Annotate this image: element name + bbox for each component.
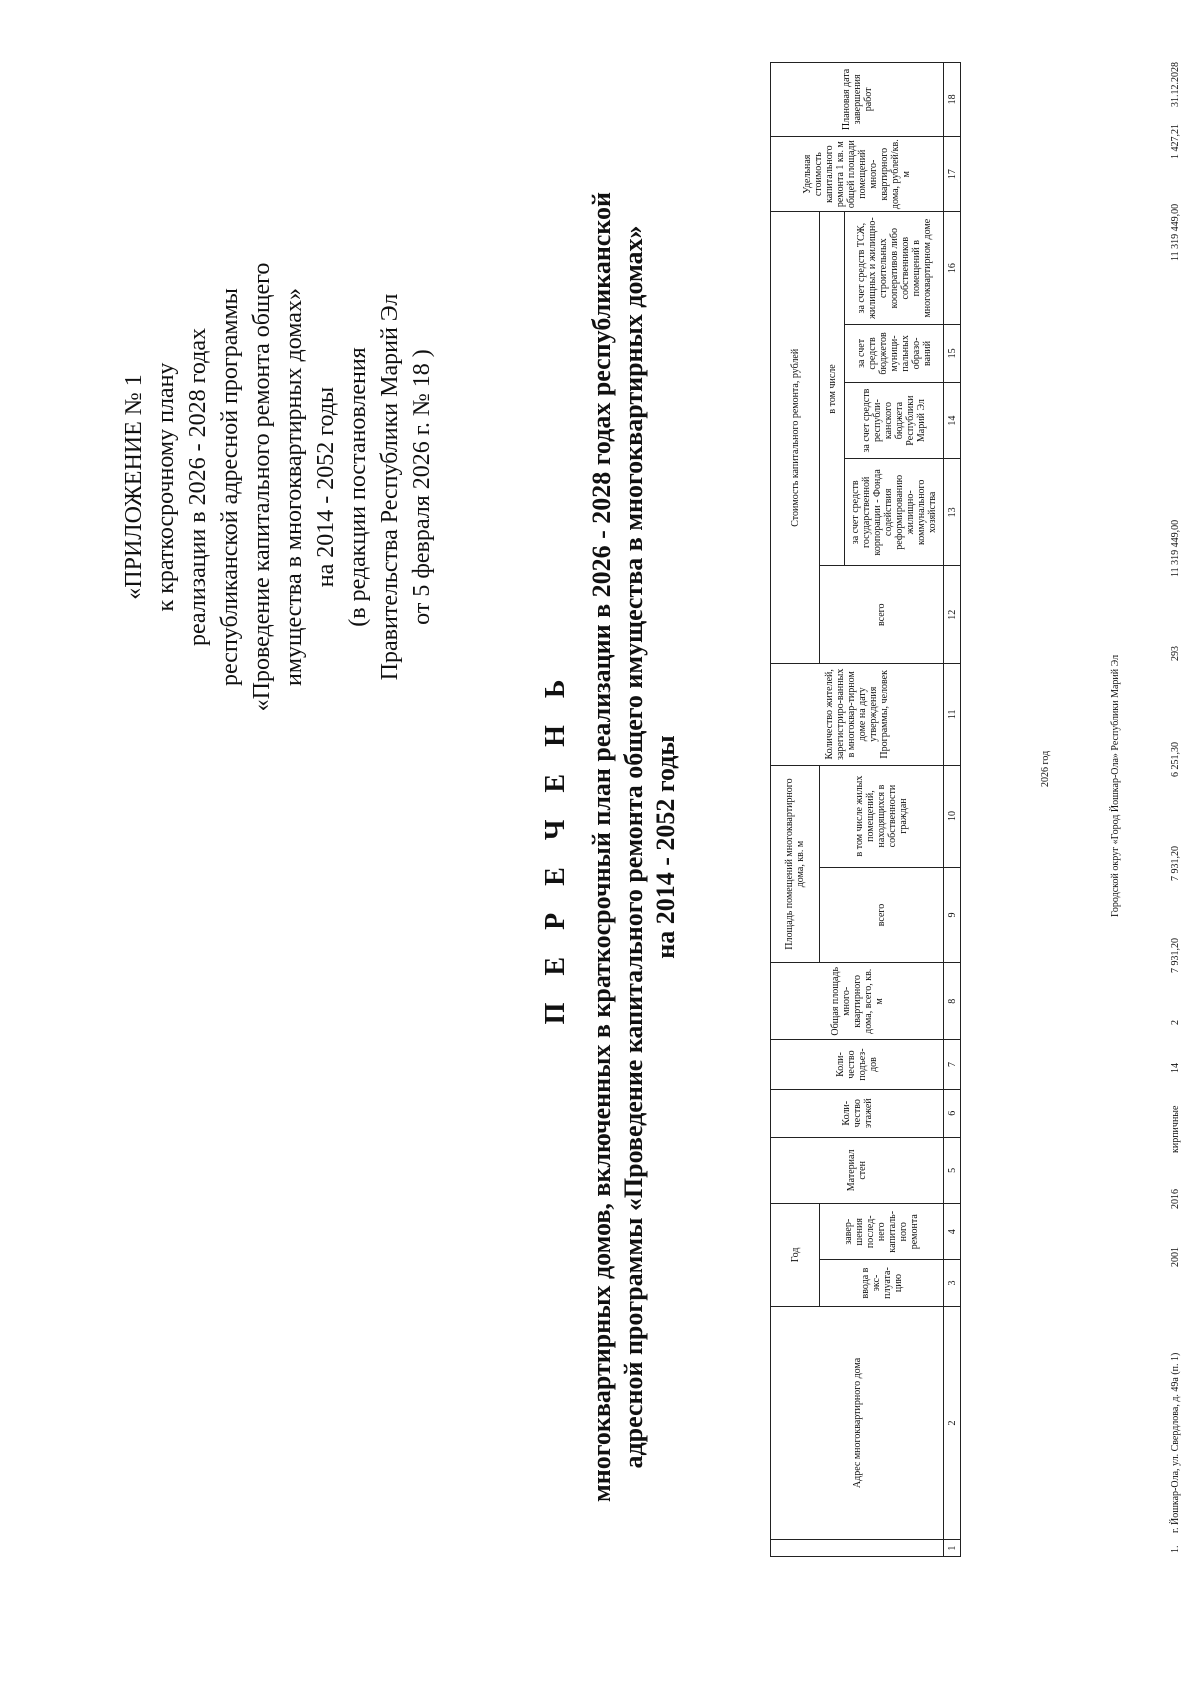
header-year: Год	[771, 1204, 820, 1307]
appendix-line: имущества в многоквартирных домах»	[281, 288, 307, 686]
row-year-commission: 2001	[1170, 1247, 1181, 1267]
row-unit-cost: 1 427,21	[1170, 124, 1181, 159]
row-premises-total: 7 931,20	[1170, 846, 1181, 881]
header-cost-owners: за счет средств ТСЖ, жилищных и жилищно-строительных кооперативов либо собственников помещений в многоквартирном доме	[845, 212, 944, 324]
header-cost: Стоимость капитального ремонта, рублей	[771, 212, 820, 664]
column-number: 13	[944, 459, 961, 566]
header-entrances: Коли-чество подъез-дов	[771, 1040, 944, 1090]
title-line: адресной программы «Проведение капитального ремонта общего имущества в многоквартирных домах»	[619, 225, 648, 1469]
header-total-area: Общая площадь много-квартирного дома, всего, кв. м	[771, 963, 944, 1040]
row-material: кирпичные	[1170, 1105, 1181, 1153]
row-premises-owned: 6 251,30	[1170, 742, 1181, 777]
row-year-last-repair: 2016	[1170, 1189, 1181, 1209]
header-year-last-repair: завер-шения послед-него капиталь-ного ремонта	[820, 1204, 944, 1260]
column-number: 18	[944, 63, 961, 137]
header-cost-municipal: за счет средств бюджетов муници-пальных образо-ваний	[845, 324, 944, 382]
header-cost-republic: за счет средств республи-канского бюджета Республики Марий Эл	[845, 382, 944, 458]
title-heading: П Е Р Е Ч Е Н Ь	[540, 669, 571, 1025]
row-address: г. Йошкар-Ола, ул. Свердлова, д. 49а (п. 1)	[1170, 1352, 1181, 1533]
column-number: 9	[944, 867, 961, 963]
appendix-line: «ПРИЛОЖЕНИЕ № 1	[121, 374, 147, 600]
appendix-line: «Проведение капитального ремонта общего	[249, 262, 275, 712]
title-line: многоквартирных домов, включенных в краткосрочный план реализации в 2026 - 2028 годах республиканской	[587, 192, 616, 1502]
row-total-area: 7 931,20	[1170, 938, 1181, 973]
column-number: 3	[944, 1260, 961, 1306]
column-number-row	[944, 63, 961, 1557]
district-label: Городской округ «Город Йошкар-Ола» Республики Марий Эл	[1110, 654, 1121, 917]
appendix-line: республиканской адресной программы	[217, 288, 243, 686]
appendix-line: (в редакции постановления	[345, 347, 371, 627]
header-end-date: Плановая дата завершения работ	[771, 63, 944, 137]
year-group-label: 2026 год	[1040, 750, 1051, 787]
header-premises-area: Площадь помещений многоквартирного дома, кв. м	[771, 765, 820, 963]
row-entrances: 2	[1170, 1020, 1181, 1025]
appendix-line: от 5 февраля 2026 г. № 18 )	[409, 349, 435, 625]
column-number: 7	[944, 1040, 961, 1090]
appendix-line: на 2014 - 2052 годы	[313, 386, 339, 588]
row-residents: 293	[1170, 646, 1181, 661]
appendix-block	[118, 177, 438, 797]
appendix-line: Правительства Республики Марий Эл	[377, 293, 403, 681]
column-number: 2	[944, 1306, 961, 1540]
column-number: 11	[944, 664, 961, 766]
column-number: 15	[944, 324, 961, 382]
row-cost-owners: 11 319 449,00	[1170, 203, 1181, 261]
header-cost-fund: за счет средств государственной корпорации - Фонда содействия реформированию жилищно-коммунального хозяйства	[845, 459, 944, 566]
title-line: на 2014 - 2052 годы	[651, 735, 680, 959]
row-number: 1.	[1170, 1545, 1181, 1553]
column-number: 1	[944, 1540, 961, 1557]
column-number: 16	[944, 212, 961, 324]
row-cost-total: 11 319 449,00	[1170, 519, 1181, 577]
column-number: 5	[944, 1137, 961, 1204]
column-number: 8	[944, 963, 961, 1040]
column-number: 6	[944, 1089, 961, 1137]
header-floors: Коли-чество этажей	[771, 1089, 944, 1137]
column-number: 17	[944, 136, 961, 212]
row-floors: 14	[1170, 1063, 1181, 1073]
header-unit-cost: Удельная стоимость капитального ремонта 1 кв. м общей площади помещений много-квартирного дома, рублей/кв. м	[771, 136, 944, 212]
row-end-date: 31.12.2028	[1170, 62, 1181, 107]
header-residents: Количество жителей, зарегистриро-ванных в многоквар-тирном доме на дату утверждения Программы, человек	[771, 664, 944, 766]
header-cell	[771, 1540, 944, 1557]
houses-table	[770, 62, 961, 1557]
header-material: Материал стен	[771, 1137, 944, 1204]
header-cost-total: всего	[820, 566, 944, 664]
column-number: 10	[944, 765, 961, 867]
header-year-commission: ввода в экс-плуата-цию	[820, 1260, 944, 1306]
header-premises-total: всего	[820, 867, 944, 963]
appendix-line: реализации в 2026 - 2028 годах	[185, 327, 211, 647]
table-body	[1000, 62, 1200, 1557]
column-number: 12	[944, 566, 961, 664]
header-premises-owned: в том числе жилых помещений, находящихся в собственности граждан	[820, 765, 944, 867]
column-number: 14	[944, 382, 961, 458]
header-address: Адрес многоквартирного дома	[771, 1306, 944, 1540]
column-number: 4	[944, 1204, 961, 1260]
document-title	[540, 57, 682, 1637]
header-cost-including: в том числе	[820, 212, 845, 566]
appendix-line: к краткосрочному плану	[153, 362, 179, 612]
